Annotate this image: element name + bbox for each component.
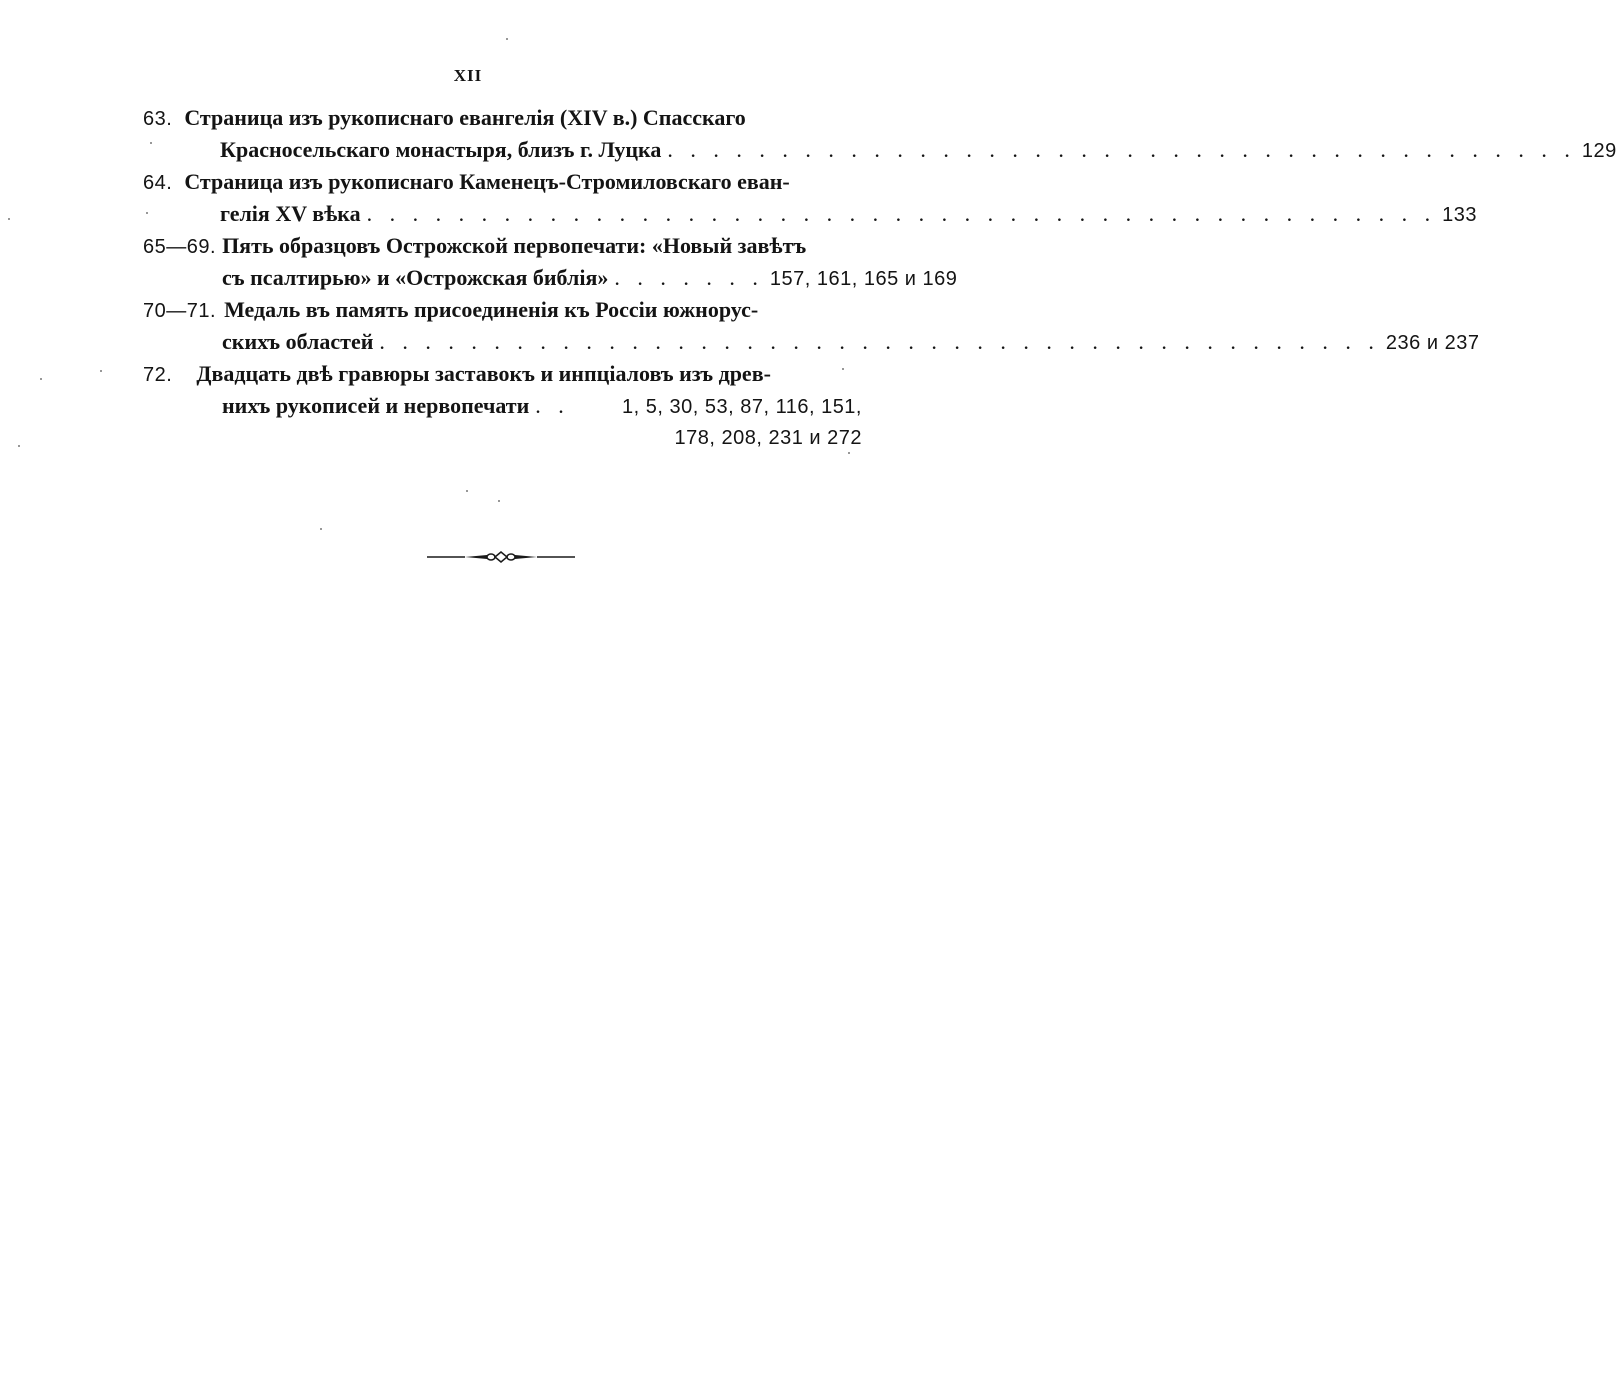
dot-leader: . . bbox=[535, 393, 570, 418]
entry-number: 65—69. bbox=[143, 236, 217, 258]
entry-title: Страница изъ рукописнаго евангелія (XIV в.) Спасскаго bbox=[184, 105, 746, 130]
dot-leader: . . . . . . . . . . . . . . . . . . . . . . . . . . . . . . . . . . . . . . . . . . . . . . . bbox=[366, 201, 1437, 226]
entry-title: Двадцать двѣ гравюры заставокъ и инпціаловъ изъ древ- bbox=[196, 361, 771, 386]
scan-speck bbox=[150, 142, 152, 144]
entry-title-cont: скихъ областей bbox=[222, 329, 374, 354]
dot-leader: . . . . . . . . . . . . . . . . . . . . . . . . . . . . . . . . . . . . . . . . . . . . bbox=[379, 329, 1380, 354]
scan-speck bbox=[8, 218, 10, 220]
scan-speck bbox=[498, 500, 500, 502]
entry-number: 64. bbox=[143, 172, 173, 194]
entry-title: Пять образцовъ Острожской первопечати: «Новый завѣтъ bbox=[222, 233, 807, 258]
entry-63-line2 bbox=[220, 134, 1617, 166]
scan-speck bbox=[848, 452, 850, 454]
entry-63-line1 bbox=[143, 102, 809, 134]
scan-speck bbox=[842, 368, 844, 370]
entry-pages: 157, 161, 165 и 169 bbox=[769, 268, 958, 290]
entry-64-line1 bbox=[143, 166, 809, 198]
entry-pages: 133 bbox=[1442, 204, 1478, 226]
scan-speck bbox=[506, 38, 508, 40]
ornament-divider bbox=[425, 545, 577, 569]
scan-speck bbox=[40, 378, 42, 380]
entry-title-cont: гелія XV вѣка bbox=[220, 201, 361, 226]
entry-pages: 236 и 237 bbox=[1385, 332, 1480, 354]
entry-70-71-line2 bbox=[222, 326, 1480, 358]
entry-72-line3: 178, 208, 231 и 272 bbox=[674, 427, 862, 449]
entry-title: Страница изъ рукописнаго Каменецъ-Стромиловскаго еван- bbox=[184, 169, 790, 194]
entry-65-69-line1 bbox=[143, 230, 809, 262]
scan-speck bbox=[466, 490, 468, 492]
entry-number: 63. bbox=[143, 108, 173, 130]
entry-title: Медаль въ память присоединенія къ Россіи южнорус- bbox=[224, 297, 759, 322]
page-number: XII bbox=[453, 66, 483, 85]
entry-65-69-line2 bbox=[222, 262, 958, 294]
entry-72-line1 bbox=[143, 358, 809, 390]
entry-pages: 129 bbox=[1581, 140, 1617, 162]
entry-title-cont: съ псалтирью» и «Острожская библія» bbox=[222, 265, 609, 290]
entry-pages: 1, 5, 30, 53, 87, 116, 151, bbox=[622, 396, 862, 418]
scan-speck bbox=[100, 370, 102, 372]
scan-speck bbox=[320, 528, 322, 530]
entry-72-line2 bbox=[222, 390, 862, 422]
entry-title-cont: Красносельскаго монастыря, близъ г. Луцка bbox=[220, 137, 662, 162]
scan-speck bbox=[18, 445, 20, 447]
entry-number: 70—71. bbox=[143, 300, 217, 322]
entry-number: 72. bbox=[143, 364, 173, 386]
dot-leader: . . . . . . . . . . . . . . . . . . . . . . . . . . . . . . . . . . . . . . . . bbox=[667, 137, 1576, 162]
entry-64-line2 bbox=[220, 198, 1478, 230]
scan-speck bbox=[146, 212, 148, 214]
entry-70-71-line1 bbox=[143, 294, 809, 326]
dot-leader: . . . . . . . bbox=[614, 265, 764, 290]
entry-title-cont: нихъ рукописей и нервопечати bbox=[222, 393, 530, 418]
